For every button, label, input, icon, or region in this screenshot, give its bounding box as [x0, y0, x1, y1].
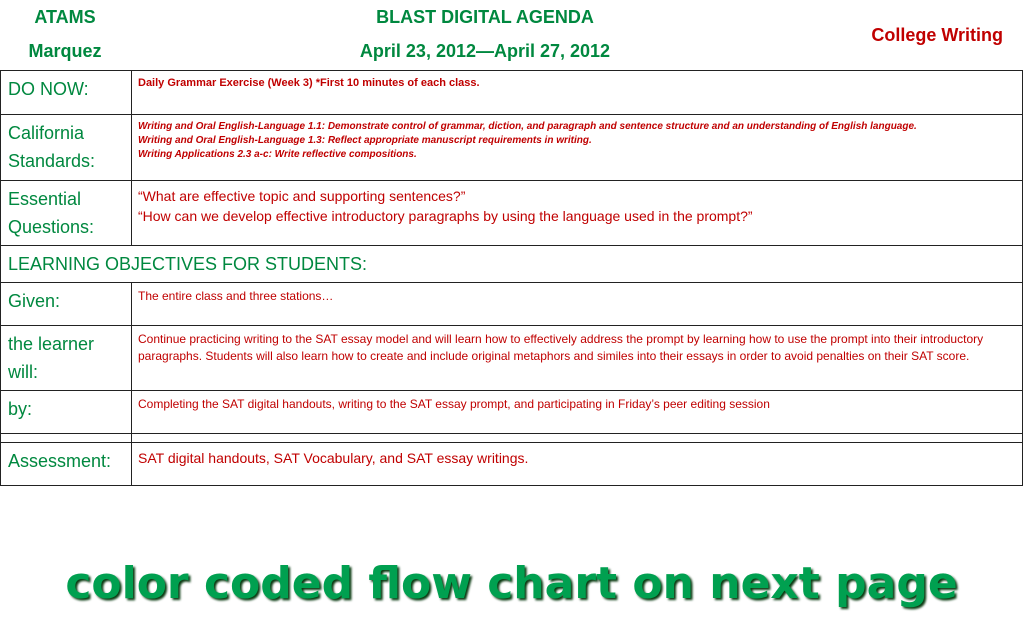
by-text: Completing the SAT digital handouts, writing to the SAT essay prompt, and participating in Friday’s peer editing session	[132, 391, 1023, 434]
essential-label-line2: Questions:	[8, 217, 95, 237]
row-do-now	[1, 71, 1023, 115]
by-label: by:	[1, 391, 132, 434]
do-now-label: DO NOW:	[1, 71, 132, 115]
blank-cell	[1, 434, 132, 443]
essential-question: “How can we develop effective introductory paragraphs by using the language used in the prompt?”	[138, 208, 753, 224]
objectives-heading: LEARNING OBJECTIVES FOR STUDENTS:	[1, 246, 1023, 283]
teacher-name: Marquez	[28, 41, 102, 61]
learner-label	[1, 326, 132, 391]
essential-question: “What are effective topic and supporting sentences?”	[138, 188, 466, 204]
row-by	[1, 391, 1023, 434]
agenda-dates: April 23, 2012—April 27, 2012	[359, 41, 611, 61]
assessment-text: SAT digital handouts, SAT Vocabulary, and SAT essay writings.	[132, 443, 1023, 486]
standard-line: Writing Applications 2.3 a-c: Write reflective compositions.	[138, 149, 417, 160]
row-blank	[1, 434, 1023, 443]
given-label: Given:	[1, 283, 132, 326]
course-name: College Writing	[871, 25, 1003, 45]
footer-note: color coded flow chart on next page	[65, 558, 958, 609]
learner-label-line2: will:	[8, 362, 38, 382]
standard-line: Writing and Oral English-Language 1.3: Reflect appropriate manuscript requirements in writing.	[138, 135, 592, 146]
school-name: ATAMS	[34, 7, 96, 27]
row-learner-will	[1, 326, 1023, 391]
row-objectives-heading	[1, 246, 1023, 283]
standards-text	[132, 115, 1023, 181]
agenda-table	[0, 70, 1023, 486]
essential-label-line1: Essential	[8, 189, 82, 209]
learner-text: Continue practicing writing to the SAT essay model and will learn how to effectively address the prompt by learning how to use the prompt into their introductory paragraphs. Students will also learn how to create and include original metaphors and similes into their essays in order to avoid penalties on their SAT score.	[132, 326, 1023, 391]
essential-text	[132, 181, 1023, 246]
row-standards	[1, 115, 1023, 181]
standards-label	[1, 115, 132, 181]
row-assessment	[1, 443, 1023, 486]
assessment-label: Assessment:	[1, 443, 132, 486]
row-essential-questions	[1, 181, 1023, 246]
standards-label-line1: California	[8, 123, 85, 143]
agenda-title: BLAST DIGITAL AGENDA	[376, 7, 594, 27]
row-given	[1, 283, 1023, 326]
do-now-text: Daily Grammar Exercise (Week 3) *First 10 minutes of each class.	[132, 71, 1023, 115]
standard-line: Writing and Oral English-Language 1.1: Demonstrate control of grammar, diction, and paragraph and sentence structure and an understanding of English language.	[138, 121, 917, 132]
given-text: The entire class and three stations…	[132, 283, 1023, 326]
essential-label	[1, 181, 132, 246]
standards-label-line2: Standards:	[8, 151, 96, 171]
learner-label-line1: the learner	[8, 334, 95, 354]
blank-cell	[132, 434, 1023, 443]
